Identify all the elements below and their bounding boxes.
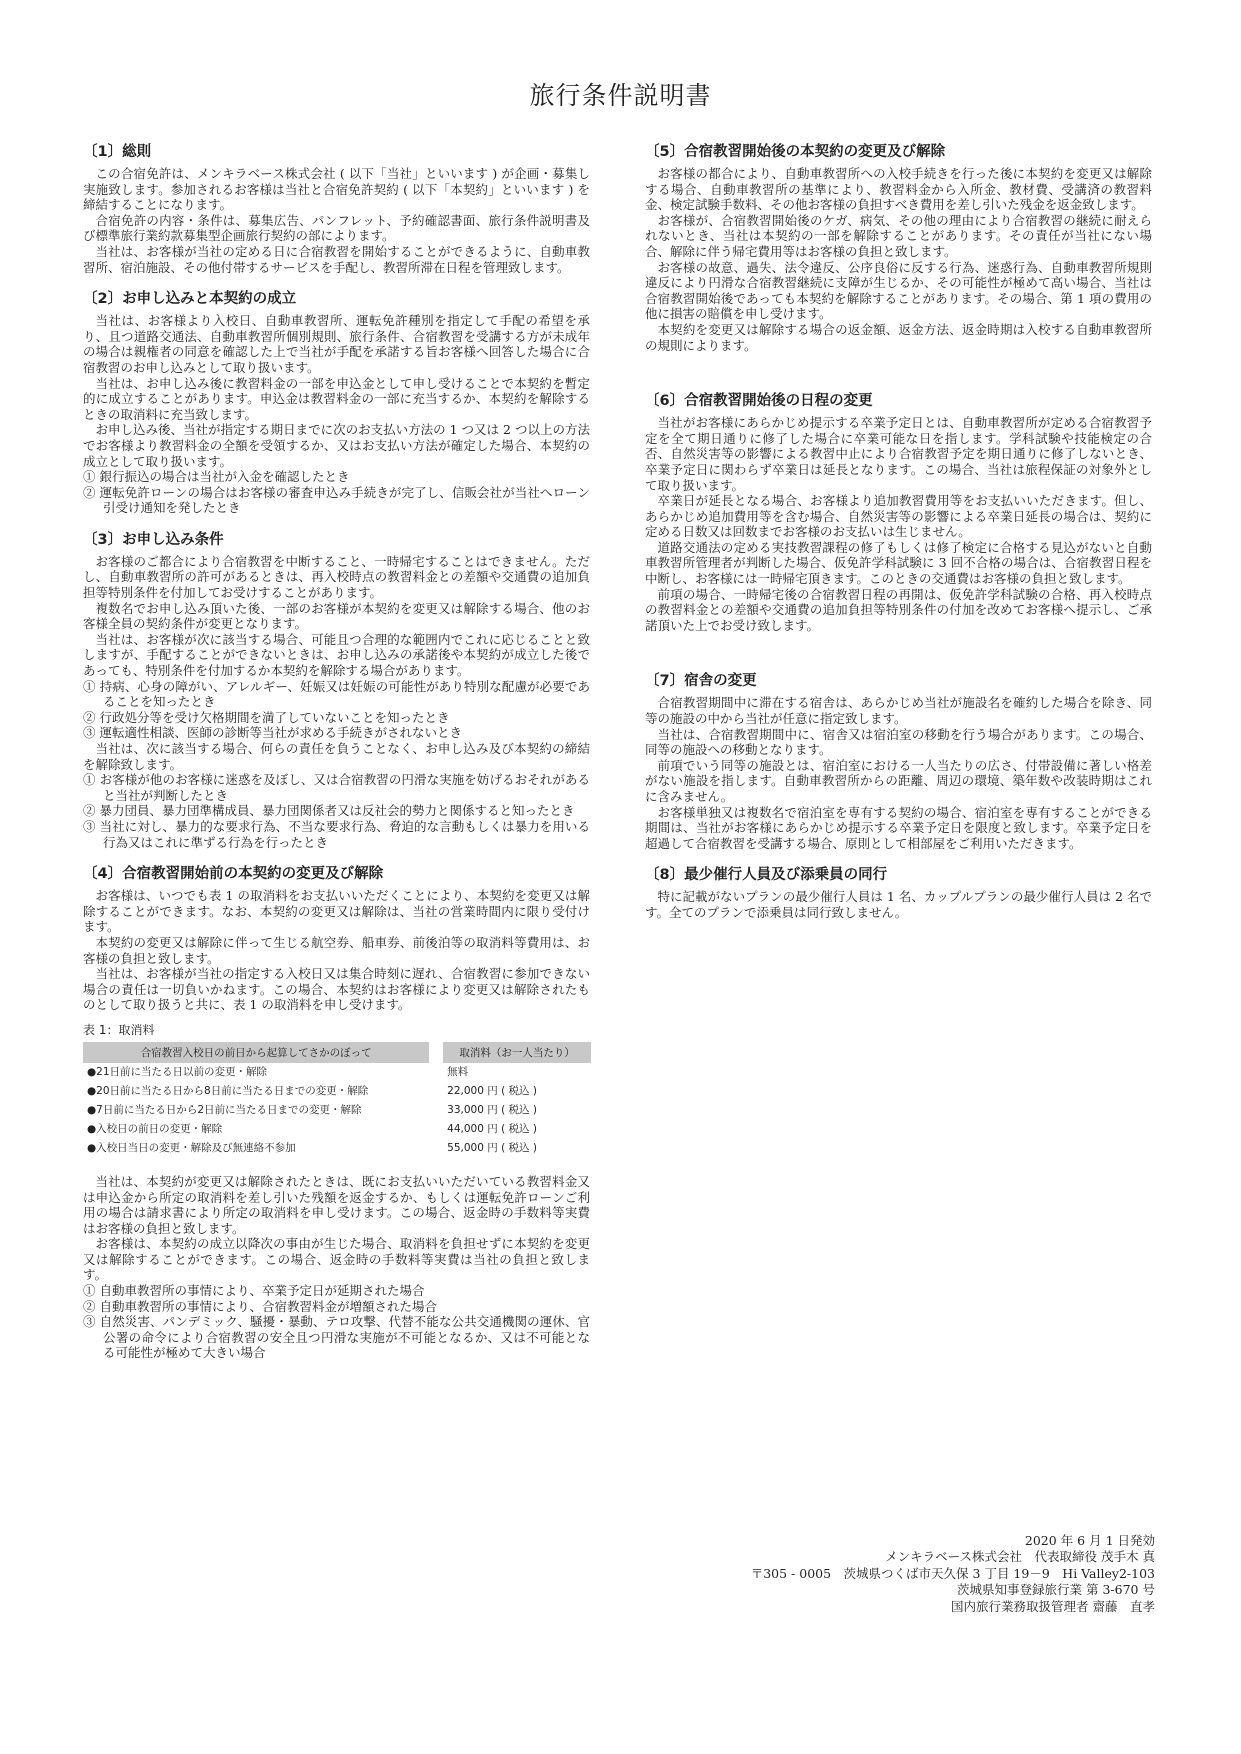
- section-heading: 〔3〕お申し込み条件: [83, 531, 224, 548]
- fee-cell: 44,000 円 ( 税込 ): [447, 1122, 537, 1135]
- list-item: ② 暴力団員、暴力団準構成員、暴力団関係者又は反社会的勢力と関係すると知ったとき: [83, 803, 575, 819]
- section-application-conditions: [83, 530, 590, 850]
- paragraph: 合宿教習期間中に滞在する宿舎は、あらかじめ当社が施設名を確約した場合を除き、同等の施設の中から当社が任意に指定致します。: [645, 695, 1152, 727]
- paragraph: 当社は、次に該当する場合、何らの責任を負うことなく、お申し込み及び本契約の締結を解除致します。: [83, 741, 590, 772]
- section-heading: 〔5〕合宿教習開始後の本契約の変更及び解除: [645, 144, 946, 160]
- section-general: [83, 142, 590, 275]
- table-row: [83, 1082, 591, 1101]
- paragraph: 前項でいう同等の施設とは、宿泊室における一人当たりの広さ、付帯設備に著しい格差がない施設を指します。自動車教習所からの距離、周辺の環境、築年数や改装時期はこれに含みません。: [645, 757, 1152, 804]
- section-heading: 〔8〕最少催行人員及び添乗員の同行: [645, 867, 888, 884]
- section-minimum-participants: [645, 865, 1152, 920]
- table-header-period: 合宿教習入校日の前日から起算してさかのぼって: [83, 1042, 429, 1063]
- travel-manager: 国内旅行業務取扱管理者 齋藤 直孝: [951, 1598, 1155, 1614]
- paragraph: 当社は、お客様が当社の定める日に合宿教習を開始することができるように、自動車教習所、宿泊施設、その他付帯するサービスを手配し、教習所滞在日程を管理致します。: [83, 243, 590, 275]
- table-row: [83, 1139, 591, 1158]
- paragraph: 卒業日が延長となる場合、お客様より追加教習費用等をお支払いいただきます。但し、あらかじめ追加費用等を含む場合、自然災害等の影響による卒業日延長の場合は、契約に定める日数又は回数までお客様のお支払いは生じません。: [645, 493, 1152, 540]
- paragraph: 本契約の変更又は解除に伴って生じる航空券、船車券、前後泊等の取消料等費用は、お客様の負担と致します。: [83, 934, 590, 966]
- paragraph: 当社は、お客様より入校日、自動車教習所、運転免許種別を指定して手配の希望を承り、且つ道路交通法、自動車教習所個別規則、旅行条件、合宿教習を受講する方が未成年の場合は親権者の同意を確認した上で当社が手配を承諾する旨お客様へ回答した場合に合宿教習のお申し込みとして取り扱います。: [83, 313, 590, 375]
- list-item: ① 自動車教習所の事情により、卒業予定日が延期された場合: [83, 1283, 425, 1299]
- condition-list: [83, 469, 590, 516]
- company-name: メンキラベース株式会社 代表取締役 茂手木 真: [885, 1549, 1155, 1565]
- table-header-spacer: [429, 1042, 443, 1063]
- paragraph: お客様のご都合により合宿教習を中断すること、一時帰宅することはできません。ただし、自動車教習所の許可があるときは、再入校時点の教習料金との差額や交通費の追加負担等特別条件を付加してお受けすることがあります。: [83, 553, 590, 601]
- document-title: 旅行条件説明書: [529, 81, 712, 110]
- paragraph: お客様は、いつでも表 1 の取消料をお支払いいただくことにより、本契約を変更又は解除することができます。なお、本契約の変更又は解除は、当社の営業時間内に限り受付けます。: [83, 888, 590, 935]
- company-address: 〒305 - 0005 茨城県つくば市天久保 3 丁目 19－9 Hi Valley2-103: [750, 1565, 1155, 1581]
- section-lodging-changes: [645, 671, 1152, 851]
- section-heading: 〔2〕お申し込みと本契約の成立: [83, 291, 297, 308]
- issuer-info: [751, 1533, 1155, 1615]
- section-heading: 〔6〕合宿教習開始後の日程の変更: [645, 393, 873, 410]
- paragraph: 当社は、お客様が次に該当する場合、可能且つ合理的な範囲内でこれに応じることと致しますが、手配することができないときは、お申し込みの承諾後や本契約が成立した後であっても、特別条件を付加するか本契約を解除する場合があります。: [83, 631, 590, 679]
- section-heading: 〔4〕合宿教習開始前の本契約の変更及び解除: [83, 866, 384, 883]
- section-pre-start-changes: [83, 864, 590, 1361]
- paragraph: 本契約を変更又は解除する場合の返金額、返金方法、返金時期は入校する自動車教習所の規則によります。: [645, 321, 1152, 353]
- paragraph: お客様が、合宿教習開始後のケガ、病気、その他の理由により合宿教習の継続に耐えられないとき、当社は本契約の一部を解除することがあります。その責任が当社にない場合、解除に伴う帰宅費用等はお客様の負担と致します。: [645, 212, 1152, 259]
- fee-cell: 無料: [447, 1065, 469, 1078]
- issue-date: 2020 年 6 月 1 日発効: [1024, 1533, 1155, 1548]
- condition-list: [83, 679, 590, 741]
- paragraph: 当社がお客様にあらかじめ提示する卒業予定日とは、自動車教習所が定める合宿教習予定を全て期日通りに修了した場合に卒業可能な日を指します。学科試験や技能検定の合否、自然災害等の影響による教習中止により合宿教習予定を期日通りに修了しないとき、卒業予定日に関わらず卒業日は延長となります。この場合、当社は旅程保証の対象外として取り扱います。: [645, 415, 1152, 493]
- paragraph: 道路交通法の定める実技教習課程の修了もしくは修了検定に合格する見込がないと自動車教習所管理者が判断した場合、仮免許学科試験に 3 回不合格の場合は、合宿教習日程を中断し、お客様には一時帰宅頂きます。このときの交通費はお客様の負担と致します。: [645, 539, 1152, 587]
- paragraph: 当社は、お客様が当社の指定する入校日又は集合時刻に遅れ、合宿教習に参加できない場合の責任は一切負いかねます。この場合、本契約はお客様により変更又は解除されたものとして取り扱うと共に、表 1 の取消料を申し受けます。: [83, 966, 590, 1013]
- period-cell: ●入校日の前日の変更・解除: [87, 1122, 223, 1135]
- table-row: [83, 1101, 591, 1120]
- paragraph: 当社は、本契約が変更又は解除されたときは、既にお支払いいただいている教習料金又は申込金から所定の取消料を差し引いた残額を返金するか、もしくは運転免許ローンご利用の場合は請求書により所定の取消料を申し受けます。この場合、返金時の手数料等実費はお客様の負担と致します。: [83, 1173, 590, 1236]
- section-heading: 〔7〕宿舎の変更: [645, 673, 757, 690]
- section-post-start-changes: [645, 142, 1152, 353]
- section-schedule-changes: [645, 391, 1152, 633]
- left-column: [83, 142, 590, 1375]
- cancellation-fee-table: [83, 1042, 591, 1158]
- list-item: ① 持病、心身の障がい、アレルギー、妊娠又は妊娠の可能性があり特別な配慮が必要であることを知ったとき: [83, 678, 590, 710]
- condition-list: [83, 1283, 590, 1361]
- list-item: ③ 自然災害、パンデミック、騒擾・暴動、テロ攻撃、代替不能な公共交通機関の運休、官公署の命令により合宿教習の安全且つ円滑な実施が不可能となるか、又は不可能となる可能性が極めて大きい場合: [83, 1314, 590, 1361]
- list-item: ① 銀行振込の場合は当社が入金を確認したとき: [83, 469, 350, 485]
- paragraph: お客様の故意、過失、法令違反、公序良俗に反する行為、迷惑行為、自動車教習所規則違反により円滑な合宿教習継続に支障が生じるか、その可能性が極めて高い場合、当社は合宿教習開始後であっても本契約を解除することがあります。その場合、第 1 項の費用の他に損害の賠償を申し受けます。: [645, 259, 1152, 322]
- list-item: ② 行政処分等を受け欠格期間を満了していないことを知ったとき: [83, 709, 450, 725]
- paragraph: お客様の都合により、自動車教習所への入校手続きを行った後に本契約を変更又は解除する場合、自動車教習所の基準により、教習料金から入所金、教材費、受講済の教習料金、検定試験手数料、その他お客様の負担すべき費用を差し引いた残金を返金致します。: [645, 166, 1152, 213]
- list-item: ② 運転免許ローンの場合はお客様の審査申込み手続きが完了し、信販会社が当社へローン引受け通知を発したとき: [83, 484, 590, 516]
- condition-list: [83, 772, 590, 850]
- period-cell: ●21日前に当たる日以前の変更・解除: [87, 1065, 268, 1078]
- fee-cell: 22,000 円 ( 税込 ): [447, 1084, 537, 1097]
- paragraph: お申し込み後、当社が指定する期日までに次のお支払い方法の 1 つ又は 2 つ以上の方法でお客様より教習料金の全額を受領するか、又はお支払い方法が確定した場合、本契約の成立として取り扱います。: [83, 422, 590, 469]
- fee-cell: 33,000 円 ( 税込 ): [447, 1103, 537, 1116]
- period-cell: ●20日前に当たる日から8日前に当たる日までの変更・解除: [87, 1084, 369, 1097]
- paragraph: 前項の場合、一時帰宅後の合宿教習日程の再開は、仮免許学科試験の合格、再入校時点の教習料金との差額や交通費の追加負担等特別条件の付加を改めてお客様へ提示し、ご承諾頂いた上でお受け致します。: [645, 586, 1152, 633]
- table-row: [83, 1063, 591, 1082]
- paragraph: お客様は、本契約の成立以降次の事由が生じた場合、取消料を負担せずに本契約を変更又は解除することができます。この場合、返金時の手数料等実費は当社の負担と致します。: [83, 1236, 590, 1283]
- period-cell: ●7日前に当たる日から2日前に当たる日までの変更・解除: [87, 1103, 362, 1116]
- table-caption: 表 1：取消料: [83, 1022, 155, 1037]
- right-column: [645, 142, 1152, 935]
- section-application: [83, 289, 590, 516]
- paragraph: 合宿免許の内容・条件は、募集広告、パンフレット、予約確認書面、旅行条件説明書及び標準旅行業約款募集型企画旅行契約の部によります。: [83, 212, 590, 244]
- paragraph: この合宿免許は、メンキラベース株式会社 ( 以下「当社」といいます ) が企画・募集し実施致します。参加されるお客様は当社と合宿免許契約 ( 以下「本契約」といいます ) を締結することになります。: [83, 166, 590, 213]
- list-item: ③ 運転適性相談、医師の診断等当社が求める手続きがされないとき: [83, 725, 462, 741]
- paragraph: 当社は、お申し込み後に教習料金の一部を申込金として申し受けることで本契約を暫定的に成立することがあります。申込金は教習料金の一部に充当するか、本契約を解除するときの取消料に充当致します。: [83, 375, 590, 422]
- paragraph: 当社は、合宿教習期間中に、宿舎又は宿泊室の移動を行う場合があります。この場合、同等の施設への移動となります。: [645, 726, 1152, 758]
- list-item: ① お客様が他のお客様に迷惑を及ぼし、又は合宿教習の円滑な実施を妨げるおそれがあると当社が判断したとき: [83, 772, 590, 803]
- period-cell: ●入校日当日の変更・解除及び無連絡不参加: [87, 1141, 296, 1154]
- table-row: [83, 1120, 591, 1139]
- paragraph: 複数名でお申し込み頂いた後、一部のお客様が本契約を変更又は解除する場合、他のお客様全員の契約条件が変更となります。: [83, 600, 590, 632]
- table-header-fee: 取消料（お一人当たり）: [443, 1042, 591, 1063]
- list-item: ② 自動車教習所の事情により、合宿教習料金が増額された場合: [83, 1298, 437, 1314]
- fee-cell: 55,000 円 ( 税込 ): [447, 1141, 537, 1154]
- paragraph: 特に記載がないプランの最少催行人員は 1 名、カップルプランの最少催行人員は 2 名です。全てのプランで添乗員は同行致しません。: [645, 889, 1152, 920]
- paragraph: お客様単独又は複数名で宿泊室を専有する契約の場合、宿泊室を専有することができる期間は、当社がお客様にあらかじめ提示する卒業予定日を限度と致します。卒業予定日を超過して合宿教習を受講する場合、原則として相部屋をご利用いただきます。: [645, 804, 1152, 851]
- list-item: ③ 当社に対し、暴力的な要求行為、不当な要求行為、脅迫的な言動もしくは暴力を用いる行為又はこれに準ずる行為を行ったとき: [83, 818, 590, 850]
- registration-number: 茨城県知事登録旅行業 第 3-670 号: [957, 1582, 1155, 1598]
- section-heading: 〔1〕総則: [83, 144, 152, 160]
